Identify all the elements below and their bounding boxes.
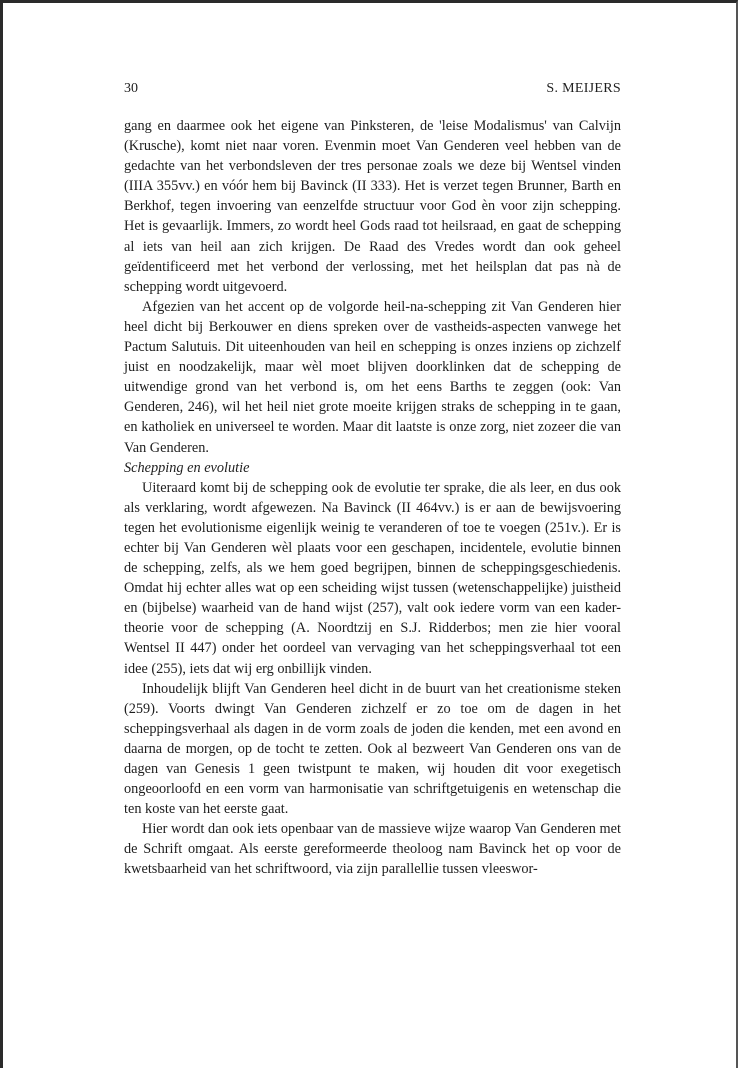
section-heading: Schepping en evolutie: [124, 459, 250, 476]
paragraph-4: Inhoudelijk blijft Van Genderen heel dicht in de buurt van het creationisme steken (259). Voorts dwingt Van Genderen zichzelf er zo toe om de dagen in het scheppingsverhaal als dagen in de vorm zoals de joden die kenden, met een avond en daarna de morgen, op de tocht te zetten. Ook al bezweert Van Genderen ons van de dagen van Genesis 1 geen twistpunt te maken, wij houden dit voor exegetisch ongeoorloofd en een vorm van harmonisatie van schriftgetuigenis en wetenschap die ten koste van het eerste gaat.: [124, 680, 621, 818]
page-header: [124, 81, 621, 99]
running-head: S. MEIJERS: [546, 81, 621, 96]
body-text: [124, 116, 621, 880]
paragraph-2: Afgezien van het accent op de volgorde heil-na-schepping zit Van Genderen hier heel dicht bij Berkouwer en diens spreken over de vastheids-aspecten vanwege het Pactum Salutuis. Dit uiteenhouden van heil en schepping is onzes inziens op zichzelf juist en noodzakelijk, maar wèl moet blijven doorklinken dat de schepping de uitwendige grond van het verbond is, om het eens Barths te zeggen (ook: Van Genderen, 246), wil het heil niet grote moeite krijgen straks de schepping in te gaan, en katholiek en universeel te worden. Maar dit laatste is onze zorg, niet zozeer die van Van Genderen.: [124, 298, 621, 456]
paragraph-3: Uiteraard komt bij de schepping ook de evolutie ter sprake, die als leer, en dus ook als verklaring, wordt afgewezen. Na Bavinck (II 464vv.) is er aan de bewijsvoering tegen het evolutionisme eigenlijk weinig te veranderen of toe te voegen (251v.). Er is echter bij Van Genderen wèl plaats voor een geschapen, incidentele, evolutie binnen de schepping, zelfs, als we hem goed begrijpen, binnen de scheppingsgeschiedenis. Omdat hij echter alles wat op een scheiding wijst tussen (wetenschappelijke) juistheid en (bijbelse) waarheid van de hand wijst (257), valt ook iedere vorm van een kader-theorie voor de schepping (A. Noordtzij en S.J. Ridderbos; men zie hier vooral Wentsel II 447) onder het oordeel van vervaging van het scheppingsverhaal tot een idee (255), iets dat wij erg onbillijk vinden.: [124, 479, 621, 677]
page-number: 30: [124, 81, 138, 96]
paragraph-1: gang en daarmee ook het eigene van Pinksteren, de 'leise Modalismus' van Calvijn (Krusche), komt niet naar voren. Evenmin moet Van Genderen veel hebben van de gedachte van het verbondsleven der tres personae zoals we deze bij Wentsel vinden (IIIA 355vv.) en vóór hem bij Bavinck (II 333). Het is verzet tegen Brunner, Barth en Berkhof, tegen invoering van eenzelfde structuur voor God èn voor zijn schepping. Het is gevaarlijk. Immers, zo wordt heel Gods raad tot heilsraad, en gaat de schepping al iets van heil aan zich krijgen. De Raad des Vredes wordt dan ook geheel geïdentificeerd met het verbond der verlossing, met het heilsplan dat pas nà de schepping wordt uitgevoerd.: [124, 118, 621, 295]
paragraph-5: Hier wordt dan ook iets openbaar van de massieve wijze waarop Van Genderen met de Schrift omgaat. Als eerste gereformeerde theoloog nam Bavinck het op voor de kwetsbaarheid van het schriftwoord, via zijn parallellie tussen vleeswor-: [124, 821, 621, 878]
